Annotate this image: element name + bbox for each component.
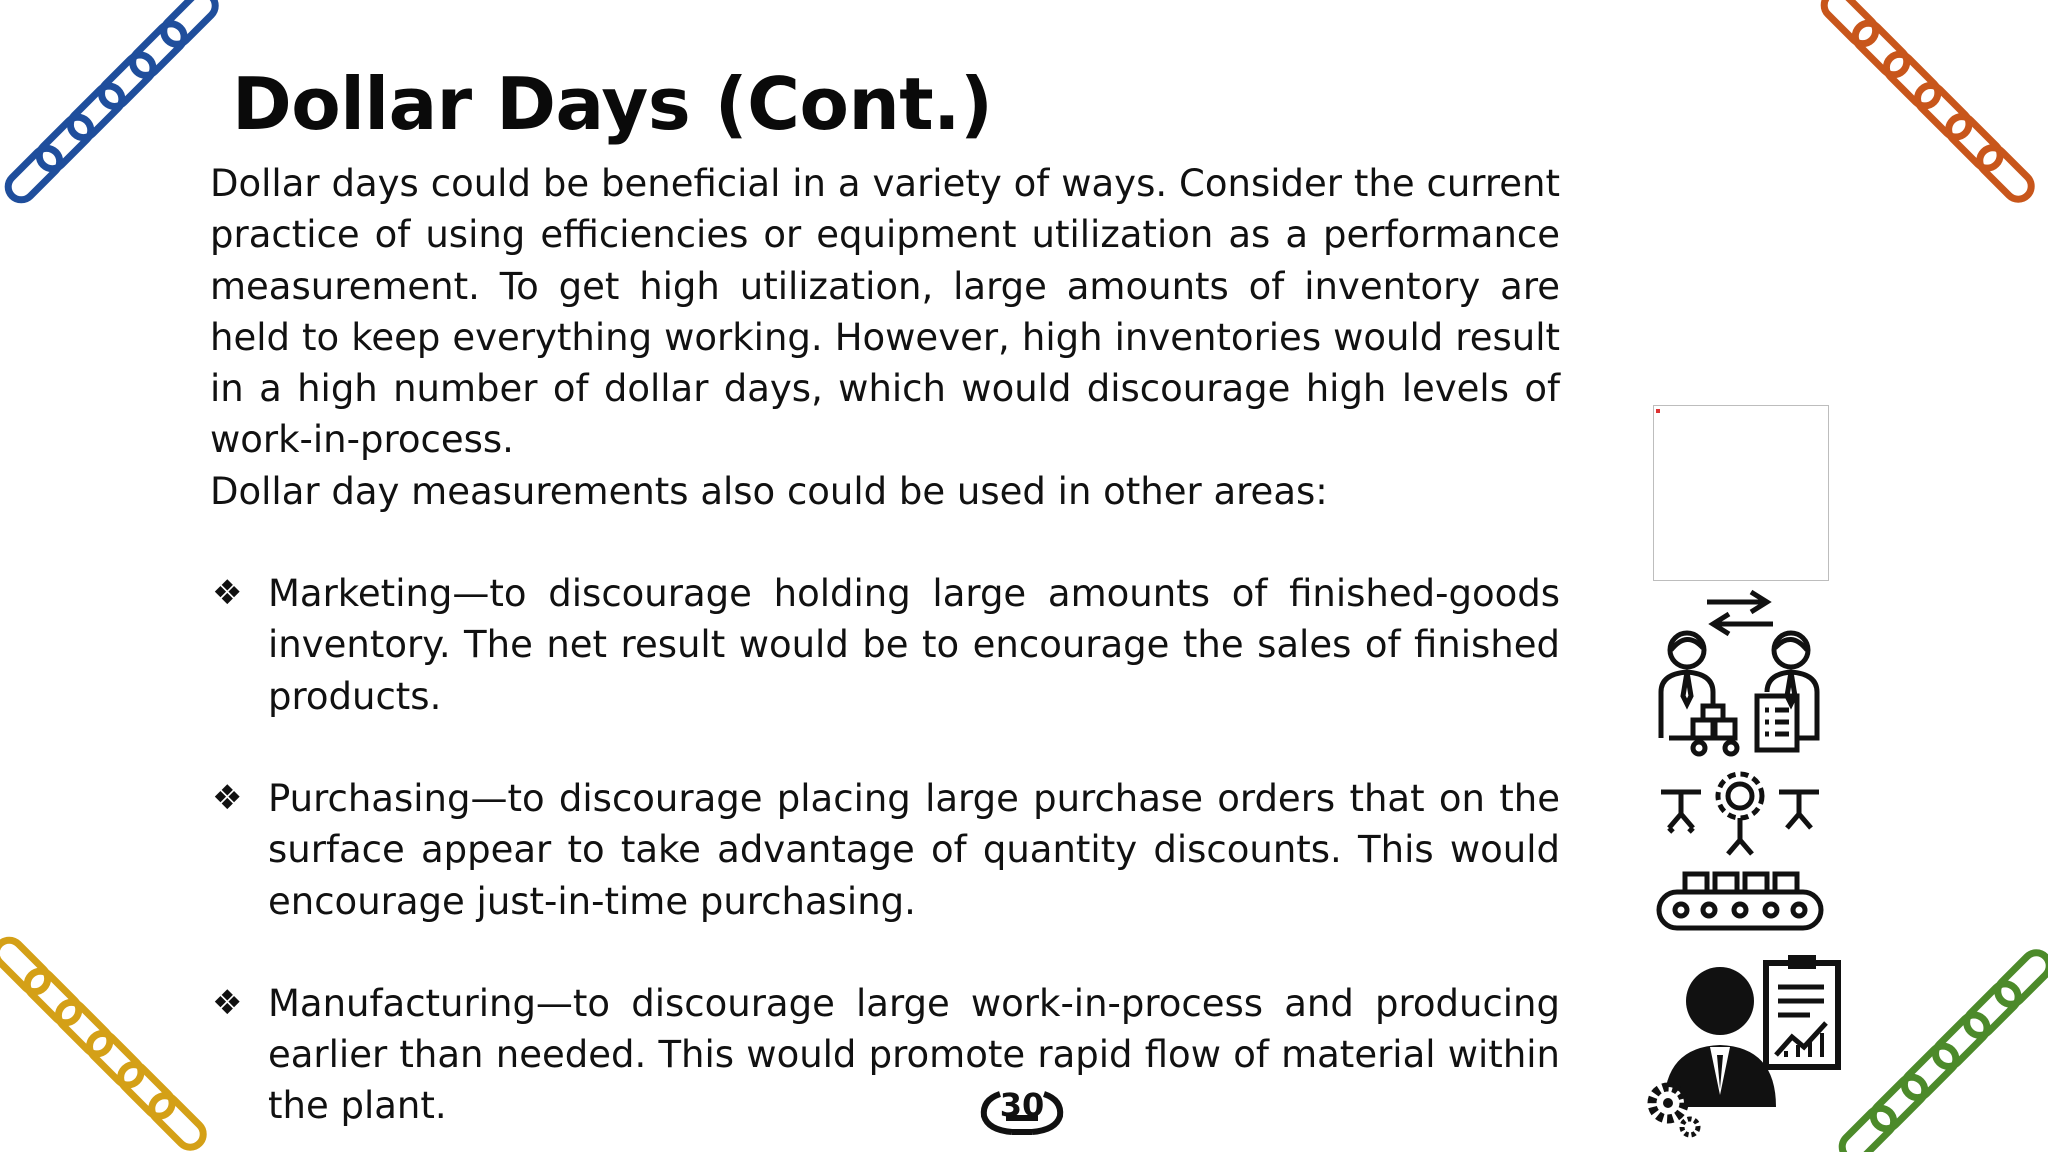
bullet-text: Purchasing—to discourage placing large purchase orders that on the surface appear to take advantage of quantity discounts. This would encourage just-in-time purchasing.	[268, 776, 1560, 923]
bullet-item-purchasing	[210, 773, 1560, 927]
factory-conveyor-icon	[1655, 770, 1825, 936]
bullet-item-manufacturing	[210, 978, 1560, 1132]
bullet-diamond-icon: ❖	[212, 777, 243, 818]
chain-icon-bottom-right	[1818, 922, 2048, 1152]
bullet-text: Manufacturing—to discourage large work-in-process and producing earlier than needed. This would promote rapid flow of material within the plant.	[268, 981, 1560, 1128]
slide-title: Dollar Days (Cont.)	[232, 62, 993, 146]
exchange-people-icon	[1655, 588, 1825, 758]
bullet-item-marketing	[210, 568, 1560, 722]
bullet-diamond-icon: ❖	[212, 573, 243, 614]
chain-icon-top-left	[0, 0, 230, 230]
bullet-diamond-icon: ❖	[212, 982, 243, 1023]
chain-icon-bottom-left	[0, 922, 230, 1152]
image-placeholder	[1653, 405, 1829, 581]
chain-icon-top-right	[1818, 0, 2048, 230]
bullet-text: Marketing—to discourage holding large amounts of finished-goods inventory. The net result would be to encourage the sales of finished products.	[268, 572, 1560, 718]
broken-image-icon	[1656, 409, 1660, 413]
page-number-badge	[978, 1080, 1066, 1142]
intro-paragraph: Dollar days could be beneficial in a variety of ways. Consider the current practice of using efficiencies or equipment utilization as a performance measurement. To get high utilization, large amounts of inventory are held to keep everything working. However, high inventories would result in a high number of dollar days, which would discourage high levels of work-in-process.	[210, 162, 1560, 462]
page-number: 30	[999, 1086, 1045, 1124]
manager-report-icon	[1640, 955, 1850, 1145]
lead-paragraph: Dollar day measurements also could be used in other areas:	[210, 469, 1328, 513]
slide-body	[210, 158, 1560, 1132]
